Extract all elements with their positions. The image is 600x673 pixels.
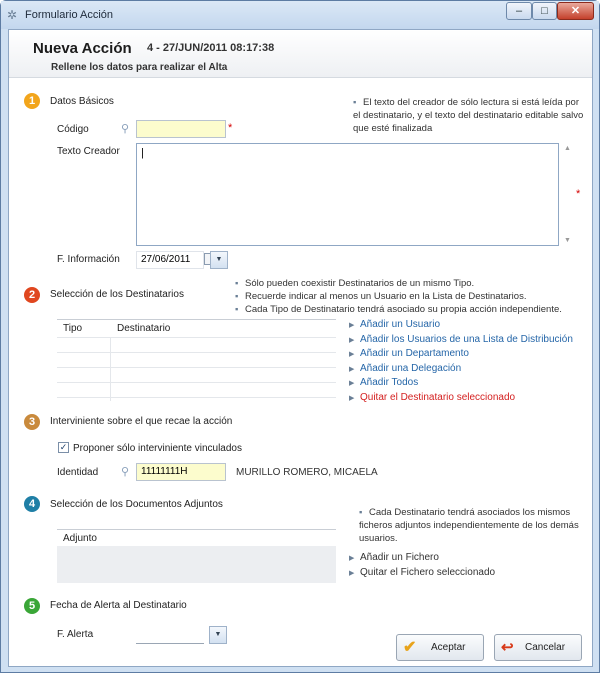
add-distribution-list-link[interactable]: Añadir los Usuarios de una Lista de Distribución <box>360 334 573 345</box>
page-title: Nueva Acción <box>33 40 132 57</box>
section-5-title: Fecha de Alerta al Destinatario <box>50 600 187 611</box>
f-alerta-dropdown[interactable]: ▼ <box>209 626 227 644</box>
f-alerta-label: F. Alerta <box>57 629 94 640</box>
action-arrow-icon: ▶ <box>349 337 355 344</box>
section-4-title: Selección de los Documentos Adjuntos <box>50 499 223 510</box>
f-informacion-label: F. Información <box>57 254 120 265</box>
identidad-input[interactable]: 11111111H <box>136 463 226 481</box>
action-arrow-icon: ▶ <box>349 322 355 329</box>
table-row[interactable] <box>57 367 336 368</box>
remove-recipient-link[interactable]: Quitar el Destinatario seleccionado <box>360 392 516 403</box>
identidad-search-icon[interactable]: ⚲ <box>121 466 130 478</box>
app-icon: ✲ <box>7 8 18 22</box>
page-subtitle: 4 - 27/JUN/2011 08:17:38 <box>147 42 275 54</box>
action-arrow-icon: ▶ <box>349 555 355 562</box>
action-arrow-icon: ▶ <box>349 395 355 402</box>
section-1-title: Datos Básicos <box>50 96 114 107</box>
add-user-link[interactable]: Añadir un Usuario <box>360 319 441 330</box>
identidad-name: MURILLO ROMERO, MICAELA <box>236 467 378 478</box>
proponer-checkbox[interactable]: ✓ <box>59 442 68 452</box>
window-title: Formulario Acción <box>25 9 114 21</box>
texto-creador-scrollbar[interactable] <box>561 143 574 246</box>
section-4-note: ▪ Cada Destinatario tendrá asociados los mismos ficheros adjuntos independientemente de los demás usuarios. <box>359 507 579 544</box>
add-all-link[interactable]: Añadir Todos <box>360 377 419 388</box>
scroll-up-icon[interactable]: ▲ <box>564 145 571 152</box>
maximize-button[interactable]: □ <box>532 2 557 20</box>
texto-creador-label: Texto Creador <box>57 146 120 157</box>
identidad-label: Identidad <box>57 467 99 478</box>
add-file-link[interactable]: Añadir un Fichero <box>360 552 439 563</box>
column-tipo[interactable]: Tipo <box>63 323 83 334</box>
cancel-button[interactable] <box>494 634 582 661</box>
codigo-input[interactable] <box>136 120 226 138</box>
minimize-button[interactable]: – <box>506 2 532 20</box>
codigo-search-icon[interactable]: ⚲ <box>121 123 130 135</box>
table-row[interactable] <box>57 382 336 383</box>
close-button[interactable]: ✕ <box>557 2 594 20</box>
codigo-label: Código <box>57 124 89 135</box>
table-row[interactable] <box>57 337 336 338</box>
text-cursor: | <box>141 147 144 159</box>
step-1-icon: 1 <box>24 93 40 109</box>
step-4-icon: 4 <box>24 496 40 512</box>
check-icon: ✔ <box>403 639 417 656</box>
remove-file-link[interactable]: Quitar el Fichero seleccionado <box>360 567 496 578</box>
scroll-down-icon[interactable]: ▼ <box>564 237 571 244</box>
f-informacion-input[interactable]: 27/06/2011 <box>136 251 204 269</box>
section-2-title: Selección de los Destinatarios <box>50 289 184 300</box>
form-content <box>8 29 593 667</box>
accept-button-label: Aceptar <box>431 642 466 653</box>
column-destinatario[interactable]: Destinatario <box>117 323 171 334</box>
f-alerta-input[interactable] <box>136 626 204 644</box>
texto-creador-textarea[interactable] <box>136 143 559 246</box>
adjuntos-table[interactable] <box>57 529 336 583</box>
texto-required-mark: * <box>576 188 581 200</box>
section-3-title: Interviniente sobre el que recae la acción <box>50 416 233 427</box>
codigo-required-mark: * <box>228 122 233 134</box>
table-row[interactable] <box>57 352 336 353</box>
column-divider <box>110 337 111 401</box>
section-2-notes: ▪ Sólo pueden coexistir Destinatarios de un mismo Tipo. ▪ Recuerde indicar al menos un Usuario en la Lista de Destinatarios. ▪ Cada Tipo de Destinatario tendrá asociado su propia acción independiente. <box>235 278 562 315</box>
step-3-icon: 3 <box>24 414 40 430</box>
proponer-checkbox-label[interactable]: Proponer sólo interviniente vinculados <box>73 443 242 454</box>
action-arrow-icon: ▶ <box>349 380 355 387</box>
f-informacion-dropdown[interactable]: ▼ <box>210 251 228 269</box>
destinatarios-table[interactable] <box>57 319 336 401</box>
form-header <box>9 30 592 78</box>
page-instruction: Rellene los datos para realizar el Alta <box>51 62 228 73</box>
add-department-link[interactable]: Añadir un Departamento <box>360 348 469 359</box>
title-bar[interactable] <box>1 1 599 29</box>
accept-button[interactable] <box>396 634 484 661</box>
column-adjunto[interactable]: Adjunto <box>63 533 97 544</box>
step-2-icon: 2 <box>24 287 40 303</box>
cancel-icon: ↩ <box>501 639 514 656</box>
table-row[interactable] <box>57 397 336 398</box>
action-arrow-icon: ▶ <box>349 351 355 358</box>
action-arrow-icon: ▶ <box>349 570 355 577</box>
step-5-icon: 5 <box>24 598 40 614</box>
add-delegation-link[interactable]: Añadir una Delegación <box>360 363 462 374</box>
action-arrow-icon: ▶ <box>349 366 355 373</box>
section-1-note: ▪ El texto del creador de sólo lectura si está leída por el destinatario, y el texto del destinatario editable salvo que esté finalizada <box>353 97 584 134</box>
cancel-button-label: Cancelar <box>525 642 566 653</box>
